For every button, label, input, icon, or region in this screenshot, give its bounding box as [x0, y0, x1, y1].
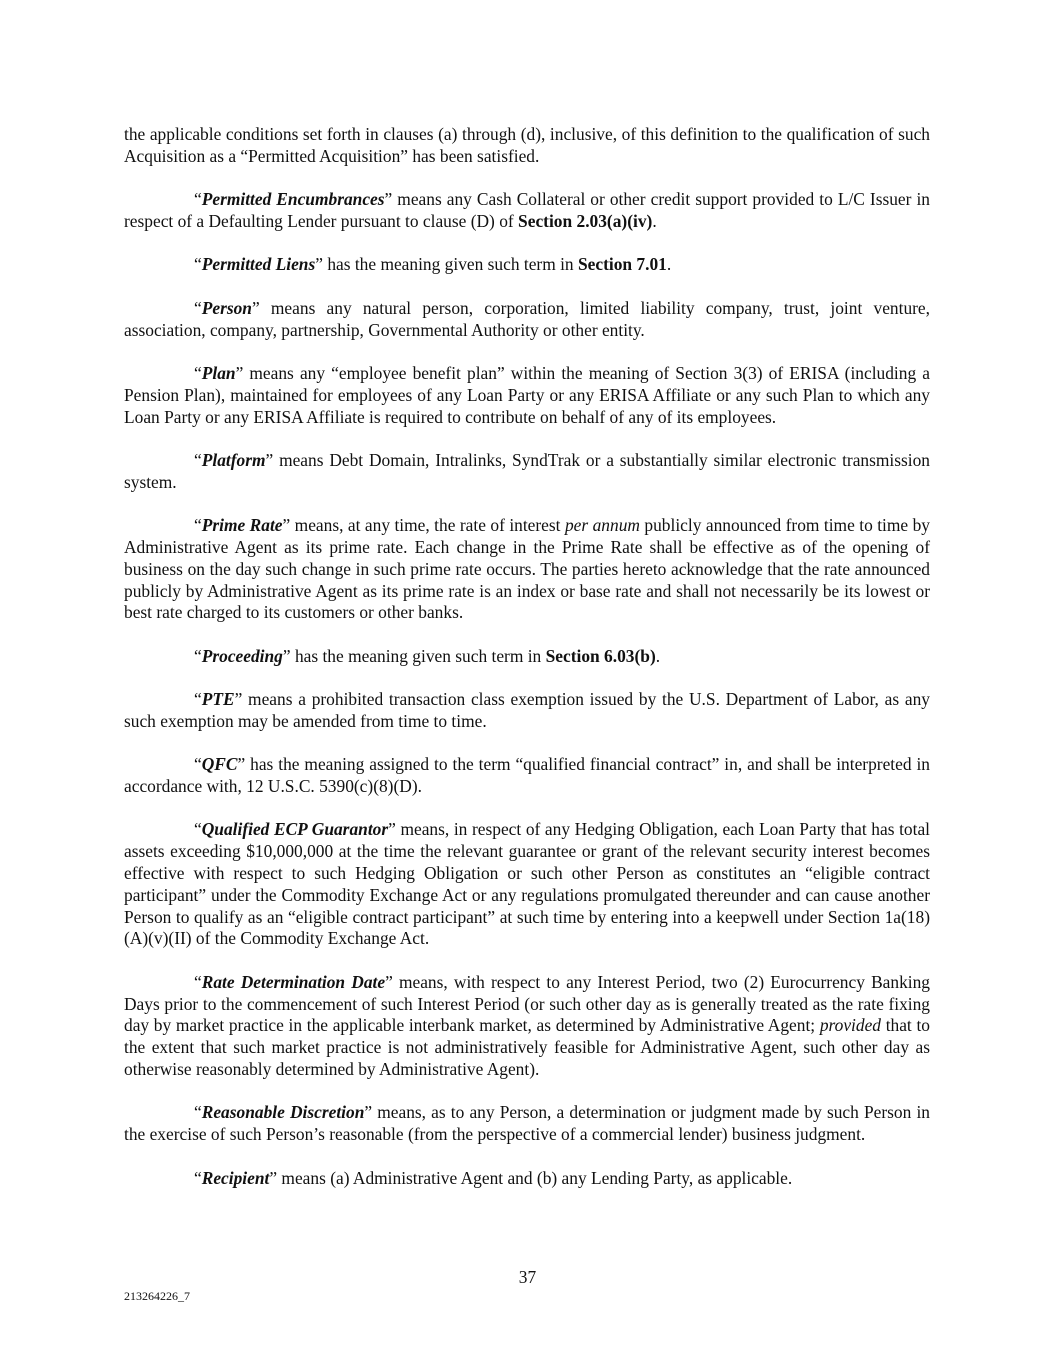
definition-text: ” means, in respect of any Hedging Obligation, each Loan Party that has total assets exceeding $10,000,000 at the time the relevant guarantee or grant of the relevant security interest becomes effective with respect to such Hedging Obligation or such other Person as constitutes an “eligible contract participant” under the Commodity Exchange Act or any regulations promulgated thereunder and can cause another Person to qualify as an “eligible contract participant” at such time by entering into a keepwell under Section 1a(18)(A)(v)(II) of the Commodity Exchange Act.	[124, 819, 931, 949]
definition-text: ” means (a) Administrative Agent and (b) any Lending Party, as applicable.	[269, 1167, 793, 1188]
defined-term: QFC	[201, 754, 238, 775]
defined-term: Permitted Encumbrances	[201, 189, 385, 210]
defined-term: Proceeding	[201, 645, 283, 666]
defined-term: Qualified ECP Guarantor	[201, 819, 389, 840]
definition-recipient	[124, 1168, 930, 1190]
definition-text: ” means any “employee benefit plan” within the meaning of Section 3(3) of ERISA (including a Pension Plan), maintained for employees of any Loan Party or any ERISA Affiliate or any such Plan to which any Loan Party or any ERISA Affiliate is required to contribute on behalf of any of its employees.	[124, 362, 930, 427]
definition-text-end: .	[666, 254, 672, 275]
page-number: 37	[518, 1267, 537, 1287]
definition-proceeding	[124, 646, 930, 668]
defined-term: Reasonable Discretion	[201, 1102, 365, 1123]
paragraph-text: the applicable conditions set forth in clauses (a) through (d), inclusive, of this definition to the qualification of such Acquisition as a “Permitted Acquisition” has been satisfied.	[124, 124, 930, 166]
defined-term: Rate Determination Date	[201, 971, 386, 992]
definition-permitted-liens	[124, 254, 930, 276]
definition-prime-rate	[124, 515, 930, 624]
definition-permitted-encumbrances	[124, 189, 930, 233]
defined-term: Person	[201, 297, 252, 318]
defined-term: Platform	[201, 449, 266, 470]
definition-text: ” means any natural person, corporation, limited liability company, trust, joint venture, association, company, partnership, Governmental Authority or other entity.	[124, 297, 930, 340]
open-quote: “	[194, 1167, 202, 1188]
definition-person	[124, 298, 930, 342]
defined-term: PTE	[201, 689, 235, 710]
open-quote: “	[194, 971, 202, 992]
defined-term: Plan	[201, 362, 236, 383]
defined-term: Permitted Liens	[201, 254, 316, 275]
open-quote: “	[194, 297, 202, 318]
definition-text: ” means a prohibited transaction class exemption issued by the U.S. Department of Labor, as any such exemption may be amended from time to time.	[124, 689, 930, 731]
section-reference: Section 6.03(b)	[545, 645, 656, 666]
open-quote: “	[194, 754, 202, 775]
open-quote: “	[194, 689, 202, 710]
definition-qualified-ecp-guarantor	[124, 819, 930, 950]
definition-text-end: .	[655, 645, 661, 666]
defined-term: Prime Rate	[201, 515, 283, 536]
definition-text: ” has the meaning given such term in	[315, 254, 578, 275]
open-quote: “	[194, 515, 202, 536]
definition-text: ” means, as to any Person, a determination or judgment made by such Person in the exercise of such Person’s reasonable (from the perspective of a commercial lender) business judgment.	[124, 1102, 930, 1145]
definition-text: ” means any Cash Collateral or other credit support provided to L/C Issuer in respect of a Defaulting Lender pursuant to clause (D) of	[124, 189, 931, 231]
document-page	[124, 124, 930, 1211]
definition-platform	[124, 450, 930, 494]
definition-reasonable-discretion	[124, 1102, 930, 1146]
italic-phrase: per annum	[564, 515, 640, 536]
definition-text: ” means, at any time, the rate of interest	[282, 515, 565, 536]
definition-text: ” has the meaning given such term in	[282, 645, 546, 666]
section-reference: Section 2.03(a)(iv)	[518, 210, 653, 231]
definition-rate-determination-date	[124, 972, 930, 1081]
open-quote: “	[194, 189, 202, 210]
definition-text-continued: that to the extent that such market practice is not administratively feasible for Administrative Agent, such other day as otherwise reasonably determined by Administrative Agent).	[124, 1015, 930, 1080]
open-quote: “	[194, 449, 202, 470]
section-reference: Section 7.01	[577, 254, 667, 275]
open-quote: “	[194, 645, 202, 666]
definition-text: ” means, with respect to any Interest Period, two (2) Eurocurrency Banking Days prior to the commencement of such Interest Period (or such other day as is generally treated as the rate fixing day by market practice in the applicable interbank market, as determined by Administrative Agent;	[124, 971, 931, 1036]
definition-text-continued: publicly announced from time to time by Administrative Agent as its prime rate. Each change in the Prime Rate shall be effective as of the opening of business on the day such change in such prime rate occurs. The parties hereto acknowledge that the rate announced publicly by Administrative Agent as its prime rate is an index or base rate and shall not necessarily be its lowest or best rate charged to its customers or other banks.	[124, 515, 930, 623]
open-quote: “	[194, 819, 202, 840]
open-quote: “	[194, 1102, 202, 1123]
document-id: 213264226_7	[124, 1289, 190, 1303]
open-quote: “	[194, 254, 202, 275]
definition-qfc	[124, 754, 930, 798]
open-quote: “	[194, 362, 202, 383]
definition-plan	[124, 363, 930, 428]
definition-text: ” has the meaning assigned to the term “qualified financial contract” in, and shall be interpreted in accordance with, 12 U.S.C. 5390(c)(8)(D).	[124, 754, 930, 797]
definition-pte	[124, 689, 930, 733]
continuation-paragraph	[124, 124, 930, 168]
italic-phrase: provided	[819, 1015, 881, 1036]
defined-term: Recipient	[201, 1167, 270, 1188]
definition-text: ” means Debt Domain, Intralinks, SyndTrak or a substantially similar electronic transmission system.	[124, 449, 930, 492]
definition-text-end: .	[652, 210, 657, 231]
